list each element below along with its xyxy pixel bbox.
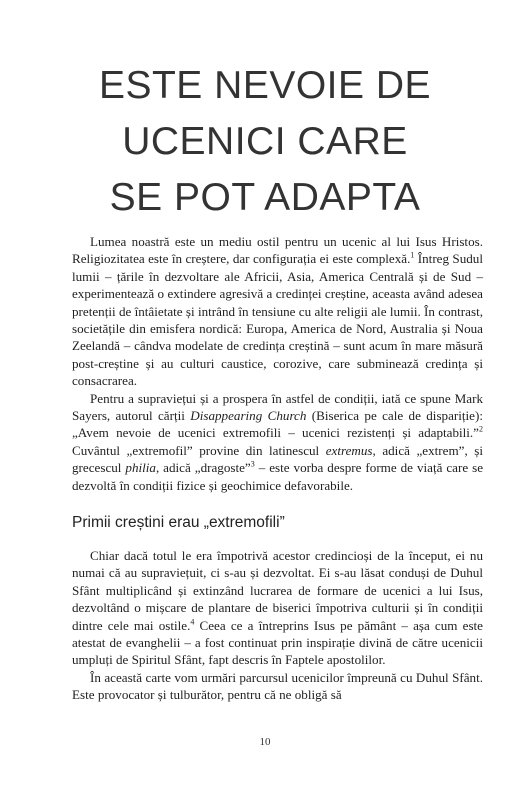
text-run: În această carte vom urmări parcursul ucenicilor împreună cu Duhul Sfânt. Este provocator și tulburător, pentru că ne obligă să: [72, 669, 483, 703]
footnote-marker: 4: [190, 617, 195, 627]
chapter-title-line-2: UCENICI CARE: [122, 120, 408, 163]
italic-text: philia: [125, 460, 156, 476]
section-text: [72, 547, 483, 704]
text-run: Ceea ce a întreprins Isus pe pământ – așa cum este atestat de evanghelii – a fost continuat prin inspirație divină de către ucenicii umpluți de Spiritul Sfânt, fapt descris în Faptele apostolilor.: [72, 617, 483, 668]
text-run: Întreg Sudul lumii – țările în dezvoltare ale Africii, Asia, America Centrală și de Sud – experimentează o extindere agresivă a credinței creștine, aceasta având adesea pretenții de întâietate și intrând în tensiune cu alte religii ale lumii. În contrast, societățile din emisfera nordică: Europa, America de Nord, Australia și Noua Zeelandă – cândva modelate de credința creștină – sunt acum în mare măsură post-creștine și au culturi caustice, corozive, care subminează credința și consacrarea.: [72, 251, 483, 389]
section-heading: Primii creștini erau „extremofili”: [72, 514, 285, 531]
italic-text: extremus: [325, 442, 373, 458]
text-run: (Biserica pe cale de dispariție): „Avem nevoie de ucenici extremofili – ucenici rezistenți și adaptabili.”: [72, 408, 483, 441]
paragraph: [72, 233, 483, 390]
text-run: Pentru a supraviețui și a prospera în astfel de condiții, iată ce spune Mark Sayers, autorul cărții: [72, 390, 483, 424]
chapter-title-line-3: SE POT ADAPTA: [109, 176, 421, 219]
footnote-marker: 2: [479, 425, 483, 435]
text-run: , adică „extrem”, și grecescul: [72, 442, 483, 476]
footnote-marker: 1: [410, 251, 415, 261]
italic-text: Disappearing Church: [190, 408, 307, 424]
text-run: Lumea noastră este un mediu ostil pentru un ucenic al lui Isus Hristos. Religiozitatea este în creștere, dar configurația ei este complexă.: [72, 234, 483, 267]
text-run: Cuvântul „extremofil” provine din latinescul: [72, 442, 326, 458]
paragraph: [72, 390, 483, 494]
page-number: 10: [259, 736, 271, 748]
paragraph: [72, 669, 483, 704]
text-run: , adică „dragoste”: [155, 460, 251, 476]
text-run: Chiar dacă totul le era împotrivă acestor credincioși de la început, ei nu numai că au supraviețuit, ci s-au și dezvoltat. Ei s-au lăsat conduși de Duhul Sfânt multiplicând și extinzând lucrarea de formare de ucenici a lui Isus, dezvoltând o mișcare de plantare de biserici împotriva culturii și în condiții dintre cele mai ostile.: [72, 548, 483, 633]
paragraph: [72, 547, 483, 669]
footnote-marker: 3: [250, 459, 255, 469]
chapter-title-line-1: ESTE NEVOIE DE: [98, 64, 432, 107]
text-run: – este vorba despre forme de viață care se dezvoltă în condiții fizice și geochimice defavorabile.: [72, 460, 483, 493]
intro-text: [72, 233, 483, 494]
